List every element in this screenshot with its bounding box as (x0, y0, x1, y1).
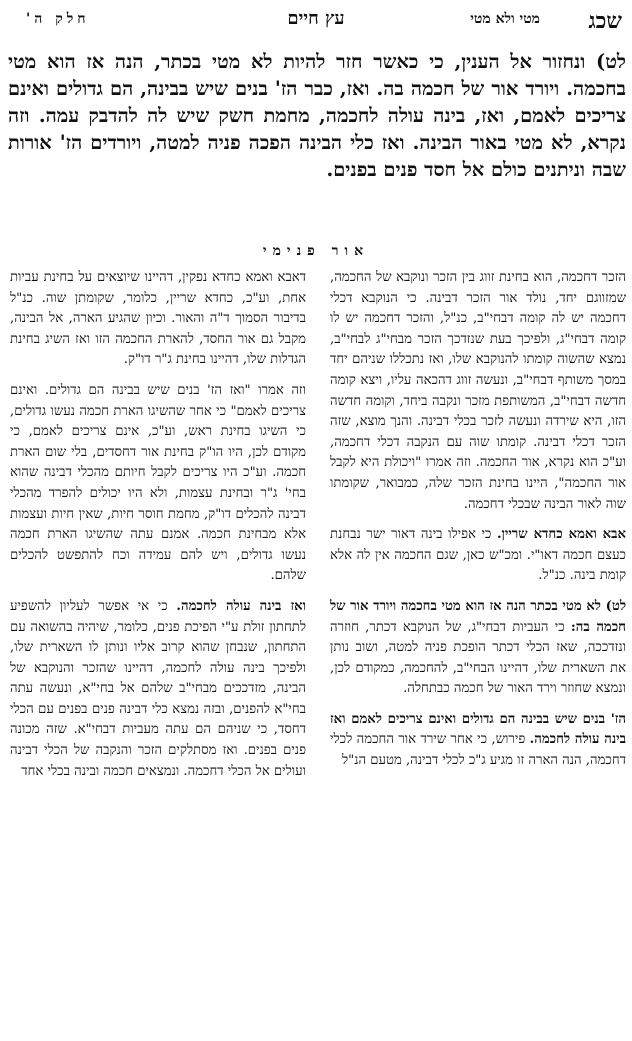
commentary-paragraph (10, 381, 306, 587)
book-title: עץ חיים (287, 8, 345, 29)
section-title: אור פנימי (262, 243, 370, 259)
header-subtitle: מטי ולא מטי (470, 11, 540, 27)
commentary-text: וזה אמרו "ואז הז' בנים שיש בבינה הם גדולים. ואינם צריכים לאמם" כי אחר שהשיגו הארת חכמה נעשו גדולים, כי השיגו בחינת ראש, וע"כ, אינם צריכים לאמם, כי מקודם לכן, היו הו"ק בחינת אור דחסדים, בלי שום הארת חכמה. וע"כ היו צריכים לקבל חיותם מהכלי דבינה שהוא בחי' ג"ר ובחינת עצמות, ולא היו יכולים להפרד מהכלי דבינה להכלים דו"ק, מחמת חוסר חיות, שאין חיות ועצמות אלא מבחינת חכמה. אמנם עתה שהשיגו הארת חכמה נעשו גדולים, ויש להם עמידה וכח להתפשט להכלים שלהם. (10, 382, 306, 584)
column-divider (316, 272, 317, 1032)
commentary-text: כי אי אפשר לעליון להשפיע לתחתון זולת ע"י הפיכת פנים, כלומר, שיהיה בהשואה עם התחתון, שנבחן שהוא קרוב אליו ונותן לו השארית שלו, ולפיכך בינה עולה לחכמה, דהיינו שהזכר והנוקבא של הבינה, מזדככים מבחי"ב שלהם אל בחי"א, ונעשה עתה בחי"א להפנים, ובזה נמצא כלי דבינה פנים בפנים עם הכלי דחסד, כי שניהם הם עתה מעביות דבחי"א. שזה מכונה פנים בפנים. ואז מסתלקים הזכר והנקבה של הכלי דבינה ועולים אל הכלי דחכמה. ונמצאים חכמה ובינה בכלי אחד (10, 598, 306, 779)
running-header (6, 8, 626, 32)
commentary-right-column (330, 268, 626, 1037)
commentary-paragraph (330, 268, 626, 515)
commentary-left-column (10, 268, 306, 1037)
commentary-paragraph (10, 597, 306, 782)
commentary-paragraph (330, 710, 626, 772)
commentary-heading: לט) לא מטי בכתר הנה אז הוא מטי בחכמה ויורד אור של חכמה בה: (330, 598, 626, 635)
main-paragraph: לט) ונחזור אל הענין, כי כאשר חזר להיות לא מטי בכתר, הנה אז הוא מטי בחכמה. ויורד אור של חכמה בה. ואז, כבר הז' בנים שיש בבינה, הם גדולים ואינם צריכים לאמם, ואז, בינה עולה לחכמה, מחמת חשק שיש לה להדבק עמה. וזה נקרא, לא מטי באור הבינה. ואז כלי הבינה הפכה פניה למטה, ויורדים הז' אורות שבה וניתנים כולם אל חסד פנים בפנים. (8, 50, 626, 181)
commentary-heading: ואז בינה עולה לחכמה. (176, 598, 306, 614)
commentary-text: פירוש, כי אחר שירד אור החכמה לכלי דחכמה, הנה הארה זו מגיע ג"כ לכלי דבינה, מטעם הנ"ל (330, 732, 626, 769)
commentary-heading: הז' בנים שיש בבינה הם גדולים ואינם צריכים לאמם ואז בינה עולה לחכמה. (330, 711, 626, 748)
commentary-text: דאבא ואמא כחדא נפקין, דהיינו שיוצאים על בחינת עביות אחת, וע"כ, כחדא שריין, כלומר, שקומתן שוה. כנ"ל בדיבור הסמוך ד"ה והאור. וכיון שהגיע הארה, אל הבינה, מקבל גם אור החסד, להארת החכמה הזו ואז השיג בחינת הגדלות שלו, דהיינו בחינת ג"ר דו"ק. (10, 270, 306, 368)
commentary-paragraph (330, 597, 626, 700)
commentary-text: כי אפילו בינה דאור ישר נבחנת כעצם חכמה דאו"י. ומכ"ש כאן, שגם החכמה אין לה אלא קומת בינה. כנ"ל. (330, 527, 626, 584)
commentary-paragraph (330, 525, 626, 587)
commentary-heading: אבא ואמא כחדא שריין. (496, 527, 626, 543)
part-label: חלק ה' (26, 11, 90, 27)
commentary-text: הזכר דחכמה, הוא בחינת זווג בין הזכר ונוקבא של החכמה, שמזווגם יחד, נולד אור הזכר דבינה. כי הנוקבא דכלי דחכמה יש לה קומה דבחי"ב, כנ"ל, והזכר דחכמה יש לו קומה דבחי"ג, ולפיכך בעת שנזדכך הזכר מבחי"ג לבחי"ב, נמצא שהשוה קומתו להנוקבא שלו, ואז נתכללו שניהם יחד במסך משותף דבחי"ב, ונעשה זווג דהכאה עליו, ויצא קומה חדשה דבחי"ב, המשותפת מזכר ונקבה ביחד, וקומה חדשה הזו, היא שירדה ונעשה לזכר בכלי דבינה. והנך מוצא, שזה הזכר דכלי דבינה. קומתו שוה עם הנקבה דכלי דחכמה, וע"כ הוא נקרא, אור החכמה. וזה אמרו "ויכולת היא לקבל אור החכמה", היינו בחינת הזכר שלה, כמבואר, שקומתו שוה לאור הבינה שבכלי דחכמה. (330, 270, 626, 512)
commentary-text: כי העביות דבחי"ג, של הנוקבא דכתר, חוזרה ונזדככה, שאז הכלי דכתר הופכת פניה למטה, ושוב נותן את השארית שלו, דהיינו הבחי"ב, להחכמה, כמקודם לכן, ונמצא שחוזר וירד האור של חכמה כבתחלה. (330, 619, 626, 697)
main-text-block (8, 48, 626, 183)
commentary-paragraph (10, 268, 306, 371)
page-number: שכג (588, 8, 622, 34)
